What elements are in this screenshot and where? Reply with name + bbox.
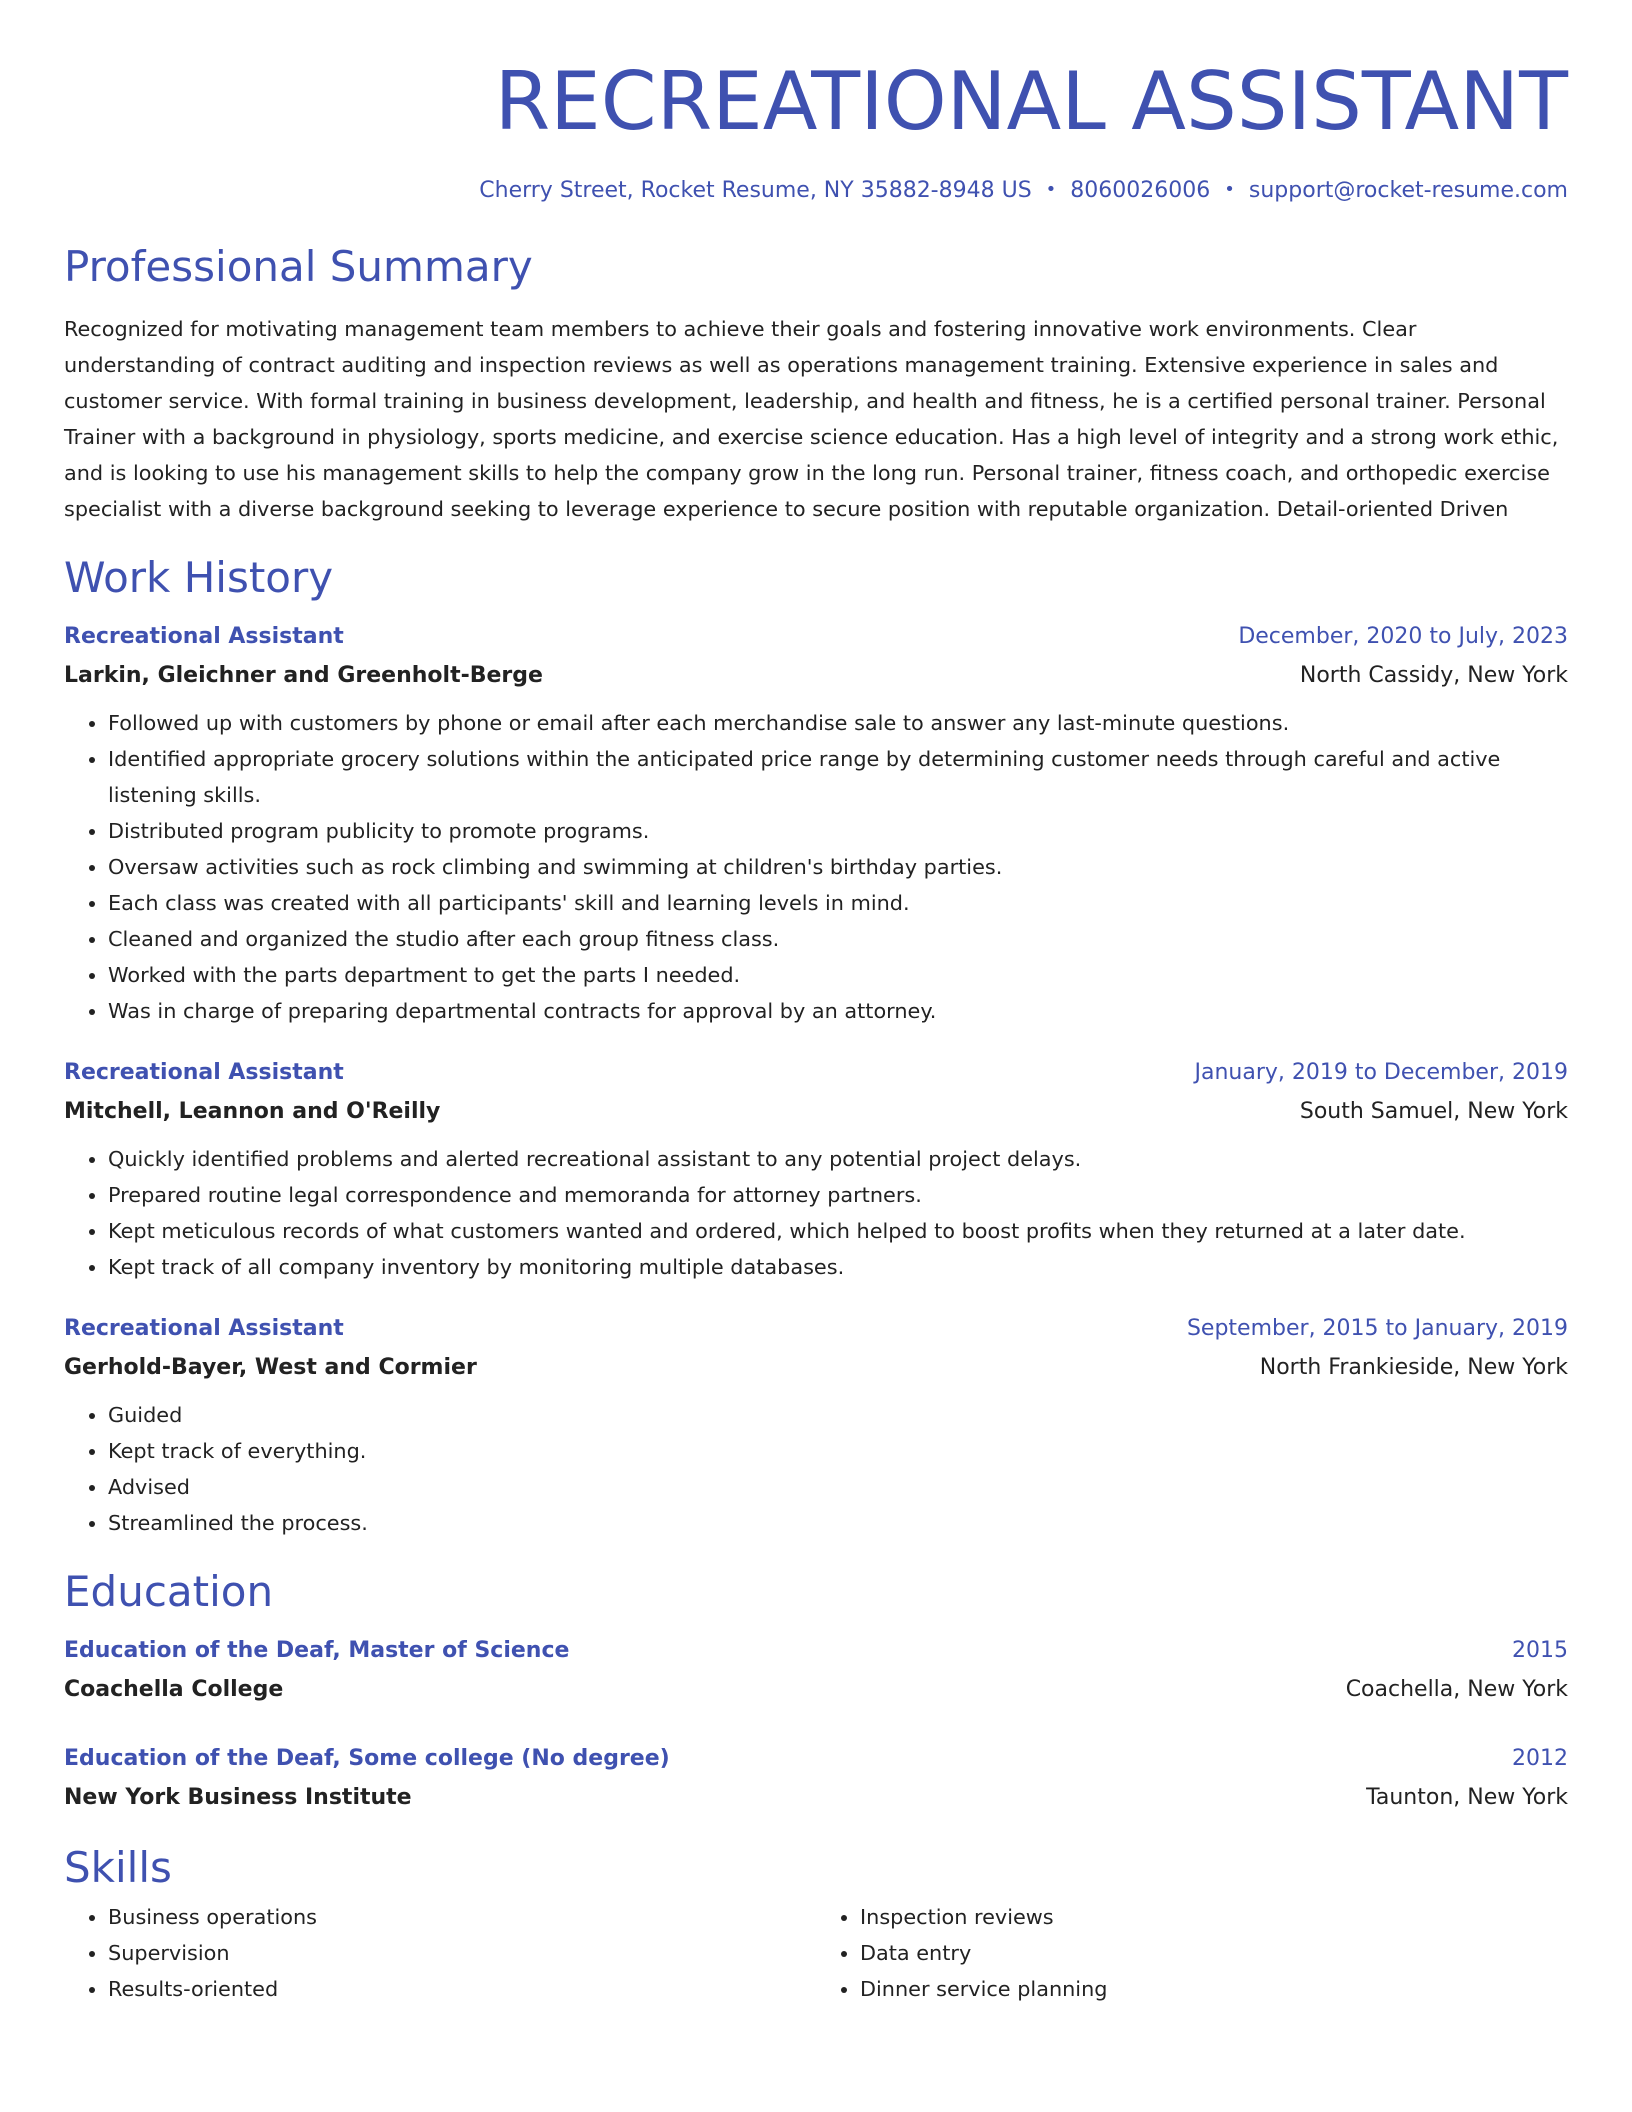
job-company: Larkin, Gleichner and Greenholt-Berge bbox=[64, 662, 543, 688]
skill-item: • Inspection reviews bbox=[860, 1899, 1568, 1935]
skill-item: • Business operations bbox=[108, 1899, 816, 1935]
job-bullet: • Quickly identified problems and alerted recreational assistant to any potential project delays. bbox=[108, 1141, 1568, 1177]
education-location: Coachella, New York bbox=[1345, 1676, 1568, 1702]
summary-text: Recognized for motivating management team members to achieve their goals and fostering innovative work environments. Clear understanding of contract auditing and inspection reviews as well as operations management training. Extensive experience in sales and customer service. With formal training in business development, leadership, and health and fitness, he is a certified personal trainer. Personal Trainer with a background in physiology, sports medicine, and exercise science education. Has a high level of integrity and a strong work ethic, and is looking to use his management skills to help the company grow in the long run. Personal trainer, fitness coach, and orthopedic exercise specialist with a diverse background seeking to leverage experience to secure position with reputable organization. Detail-oriented Driven bbox=[64, 316, 1559, 521]
job-bullet: • Guided bbox=[108, 1397, 1568, 1433]
education-entry bbox=[64, 1631, 1568, 1709]
job-bullet: • Cleaned and organized the studio after each group fitness class. bbox=[108, 921, 1568, 957]
education-location: Taunton, New York bbox=[1366, 1784, 1568, 1810]
job-role: Recreational Assistant bbox=[64, 1059, 344, 1085]
education-degree: Education of the Deaf, Master of Science bbox=[64, 1637, 570, 1663]
job-bullet: • Distributed program publicity to promote programs. bbox=[108, 813, 1568, 849]
resume-page bbox=[64, 0, 1568, 2007]
education-year: 2015 bbox=[1512, 1637, 1568, 1663]
section-title-education: Education bbox=[64, 1566, 274, 1616]
contact-separator: • bbox=[1224, 179, 1235, 200]
section-title-skills: Skills bbox=[64, 1842, 172, 1892]
contact-email: support@rocket-resume.com bbox=[1248, 178, 1568, 203]
job-dates: September, 2015 to January, 2019 bbox=[1186, 1315, 1568, 1341]
section-title-summary: Professional Summary bbox=[64, 242, 533, 292]
job-company: Mitchell, Leannon and O'Reilly bbox=[64, 1098, 441, 1124]
job-bullets bbox=[64, 705, 1568, 1029]
job-dates: January, 2019 to December, 2019 bbox=[1194, 1059, 1568, 1085]
skill-item: • Supervision bbox=[108, 1935, 816, 1971]
section-title-work-history: Work History bbox=[64, 552, 334, 602]
skill-item: • Dinner service planning bbox=[860, 1971, 1568, 2007]
job-location: South Samuel, New York bbox=[1299, 1098, 1568, 1124]
skills-column-left bbox=[64, 1899, 816, 2007]
skills-column-right bbox=[816, 1899, 1568, 2007]
resume-name-heading: RECREATIONAL ASSISTANT bbox=[494, 55, 1568, 148]
job-bullet: • Prepared routine legal correspondence and memoranda for attorney partners. bbox=[108, 1177, 1568, 1213]
job-company: Gerhold-Bayer, West and Cormier bbox=[64, 1354, 477, 1380]
job-bullets bbox=[64, 1397, 1568, 1541]
job-bullet: • Worked with the parts department to get the parts I needed. bbox=[108, 957, 1568, 993]
job-bullet: • Advised bbox=[108, 1469, 1568, 1505]
education-entry bbox=[64, 1739, 1568, 1817]
job-entry bbox=[64, 1309, 1568, 1541]
education-year: 2012 bbox=[1512, 1745, 1568, 1771]
education-school: New York Business Institute bbox=[64, 1784, 412, 1810]
contact-address: Cherry Street, Rocket Resume, NY 35882-8948 US bbox=[479, 178, 1032, 203]
contact-phone: 8060026006 bbox=[1070, 178, 1211, 203]
job-location: North Cassidy, New York bbox=[1299, 662, 1568, 688]
job-bullet: • Oversaw activities such as rock climbing and swimming at children's birthday parties. bbox=[108, 849, 1568, 885]
job-role: Recreational Assistant bbox=[64, 623, 344, 649]
job-entry bbox=[64, 617, 1568, 1029]
job-bullet: • Was in charge of preparing departmental contracts for approval by an attorney. bbox=[108, 993, 1568, 1029]
skill-item: • Data entry bbox=[860, 1935, 1568, 1971]
job-bullets bbox=[64, 1141, 1568, 1285]
job-bullet: • Each class was created with all participants' skill and learning levels in mind. bbox=[108, 885, 1568, 921]
skills-list bbox=[64, 1899, 1568, 2007]
job-entry bbox=[64, 1053, 1568, 1285]
skill-item: • Results-oriented bbox=[108, 1971, 816, 2007]
education-degree: Education of the Deaf, Some college (No degree) bbox=[64, 1745, 670, 1771]
contact-separator: • bbox=[1045, 179, 1057, 200]
job-bullet: • Identified appropriate grocery solutions within the anticipated price range by determining customer needs through careful and active listening skills. bbox=[108, 741, 1568, 813]
job-dates: December, 2020 to July, 2023 bbox=[1238, 623, 1568, 649]
job-bullet: • Kept track of all company inventory by monitoring multiple databases. bbox=[108, 1249, 1568, 1285]
education-school: Coachella College bbox=[64, 1676, 284, 1702]
job-role: Recreational Assistant bbox=[64, 1315, 344, 1341]
contact-line bbox=[64, 178, 1568, 204]
job-bullet: • Followed up with customers by phone or email after each merchandise sale to answer any last-minute questions. bbox=[108, 705, 1568, 741]
job-location: North Frankieside, New York bbox=[1259, 1354, 1568, 1380]
job-bullet: • Streamlined the process. bbox=[108, 1505, 1568, 1541]
job-bullet: • Kept meticulous records of what customers wanted and ordered, which helped to boost profits when they returned at a later date. bbox=[108, 1213, 1568, 1249]
job-bullet: • Kept track of everything. bbox=[108, 1433, 1568, 1469]
